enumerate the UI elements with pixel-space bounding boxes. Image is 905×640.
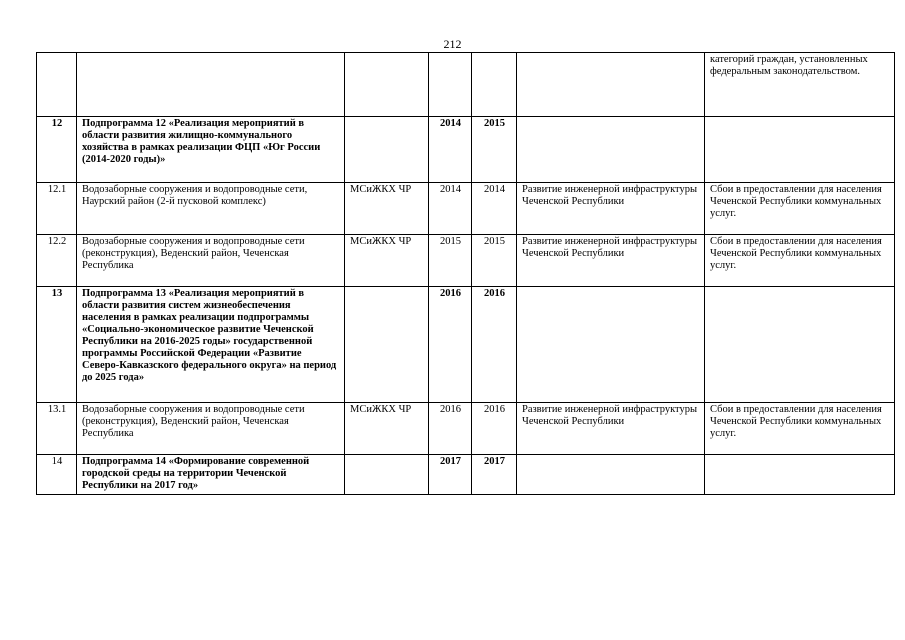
cell-consequence xyxy=(705,287,895,403)
cell-number: 12.1 xyxy=(37,183,77,235)
cell-consequence: категорий граждан, установленных федеральным законодательством. xyxy=(705,53,895,117)
cell-executor xyxy=(345,455,429,495)
cell-number xyxy=(37,53,77,117)
table-row xyxy=(37,455,895,495)
cell-end-year: 2016 xyxy=(472,403,517,455)
cell-number: 12 xyxy=(37,117,77,183)
cell-consequence: Сбои в предоставлении для населения Чеченской Республики коммунальных услуг. xyxy=(705,183,895,235)
cell-number: 12.2 xyxy=(37,235,77,287)
cell-start-year: 2016 xyxy=(429,403,472,455)
cell-name: Водозаборные сооружения и водопроводные сети (реконструкция), Веденский район, Чеченская Республика xyxy=(77,403,345,455)
cell-result xyxy=(517,117,705,183)
cell-start-year xyxy=(429,53,472,117)
cell-consequence xyxy=(705,455,895,495)
cell-start-year: 2015 xyxy=(429,235,472,287)
cell-end-year xyxy=(472,53,517,117)
cell-start-year: 2014 xyxy=(429,117,472,183)
cell-executor: МСиЖКХ ЧР xyxy=(345,183,429,235)
cell-start-year: 2017 xyxy=(429,455,472,495)
cell-end-year: 2015 xyxy=(472,235,517,287)
cell-start-year: 2016 xyxy=(429,287,472,403)
cell-name: Водозаборные сооружения и водопроводные сети (реконструкция), Веденский район, Чеченская Республика xyxy=(77,235,345,287)
page-number: 212 xyxy=(443,37,462,51)
cell-result xyxy=(517,455,705,495)
cell-name xyxy=(77,53,345,117)
cell-number: 13 xyxy=(37,287,77,403)
cell-result: Развитие инженерной инфраструктуры Чеченской Республики xyxy=(517,403,705,455)
cell-executor xyxy=(345,53,429,117)
cell-result: Развитие инженерной инфраструктуры Чеченской Республики xyxy=(517,235,705,287)
cell-name: Подпрограмма 13 «Реализация мероприятий в области развития систем жизнеобеспечения населения в рамках реализации подпрограммы «Социально-экономическое развитие Чеченской Республики на 2016-2025 годы» государственной программы Российской Федерации «Развитие Северо-Кавказского федерального округа» на период до 2025 года» xyxy=(77,287,345,403)
cell-result xyxy=(517,53,705,117)
table-row xyxy=(37,235,895,287)
table-row xyxy=(37,403,895,455)
cell-executor: МСиЖКХ ЧР xyxy=(345,403,429,455)
cell-number: 13.1 xyxy=(37,403,77,455)
cell-end-year: 2016 xyxy=(472,287,517,403)
table-row xyxy=(37,183,895,235)
cell-start-year: 2014 xyxy=(429,183,472,235)
cell-name: Подпрограмма 12 «Реализация мероприятий в области развития жилищно-коммунального хозяйства в рамках реализации ФЦП «Юг России (2014-2020 годы)» xyxy=(77,117,345,183)
cell-name: Подпрограмма 14 «Формирование современной городской среды на территории Чеченской Республики на 2017 год» xyxy=(77,455,345,495)
cell-consequence xyxy=(705,117,895,183)
cell-end-year: 2017 xyxy=(472,455,517,495)
cell-executor: МСиЖКХ ЧР xyxy=(345,235,429,287)
cell-consequence: Сбои в предоставлении для населения Чеченской Республики коммунальных услуг. xyxy=(705,235,895,287)
cell-end-year: 2014 xyxy=(472,183,517,235)
cell-name: Водозаборные сооружения и водопроводные сети, Наурский район (2-й пусковой комплекс) xyxy=(77,183,345,235)
table-row xyxy=(37,287,895,403)
cell-end-year: 2015 xyxy=(472,117,517,183)
cell-number: 14 xyxy=(37,455,77,495)
program-table xyxy=(36,52,895,495)
cell-result: Развитие инженерной инфраструктуры Чеченской Республики xyxy=(517,183,705,235)
table-row xyxy=(37,53,895,117)
cell-consequence: Сбои в предоставлении для населения Чеченской Республики коммунальных услуг. xyxy=(705,403,895,455)
table-row xyxy=(37,117,895,183)
cell-result xyxy=(517,287,705,403)
cell-executor xyxy=(345,117,429,183)
cell-executor xyxy=(345,287,429,403)
